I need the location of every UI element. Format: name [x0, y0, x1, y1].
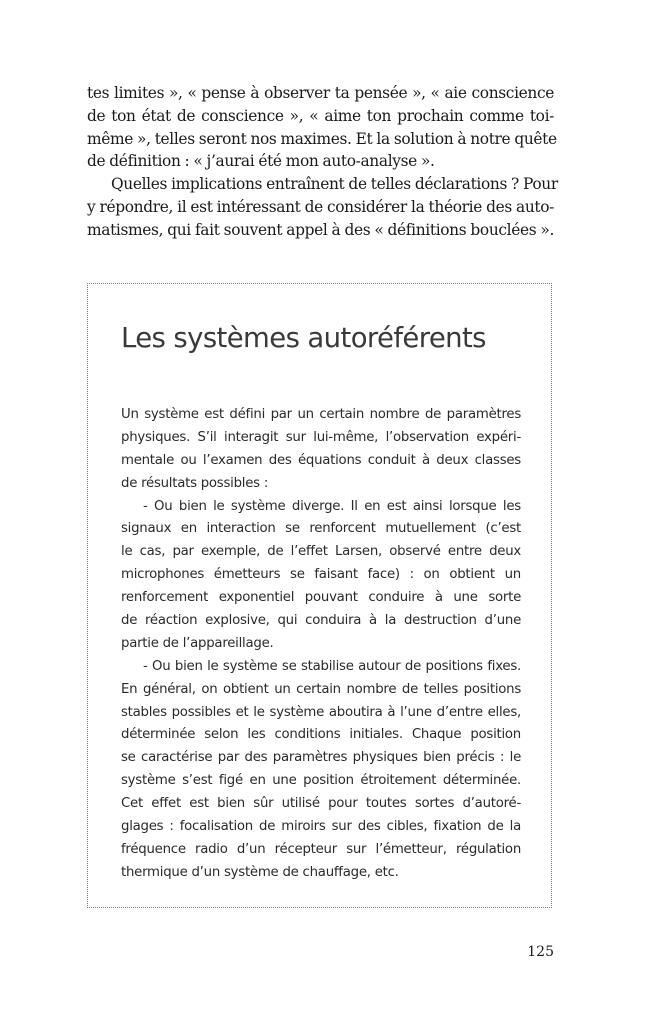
box-line: microphones émetteurs se faisant face) : on obtient un — [121, 567, 521, 583]
box-line: renforcement exponentiel pouvant conduire à une sorte — [121, 590, 521, 606]
box-line: physiques. S’il interagit sur lui-même, l’observation expéri- — [121, 429, 521, 445]
box-line: mentale ou l’examen des équations conduit à deux classes — [121, 452, 521, 468]
box-line: stables possibles et le système aboutira à l’une d’entre elles, — [121, 704, 521, 720]
box-line: de résultats possibles : — [121, 475, 269, 491]
sidebar-box — [87, 283, 552, 908]
box-line: En général, on obtient un certain nombre de telles positions — [121, 681, 521, 697]
box-line: glages : focalisation de miroirs sur des cibles, fixation de la — [121, 819, 521, 835]
box-line: - Ou bien le système diverge. Il en est ainsi lorsque les — [143, 498, 521, 514]
box-line: fréquence radio d’un récepteur sur l’émetteur, régulation — [121, 841, 521, 857]
box-line: système s’est figé en une position étroitement déterminée. — [121, 773, 521, 789]
box-line: Cet effet est bien sûr utilisé pour toutes sortes d’autoré- — [121, 796, 521, 812]
box-line: thermique d’un système de chauffage, etc. — [121, 864, 399, 880]
body-line: de définition : « j’aurai été mon auto-analyse ». — [87, 152, 435, 171]
body-paragraphs — [87, 82, 558, 242]
box-body — [121, 404, 521, 885]
box-line: Un système est défini par un certain nombre de paramètres — [121, 407, 521, 422]
box-line: signaux en interaction se renforcent mutuellement (c’est — [121, 521, 521, 537]
body-line: y répondre, il est intéressant de considérer la théorie des auto- — [87, 197, 554, 216]
box-line: se caractérise par des paramètres physiques bien précis : le — [121, 750, 521, 766]
box-line: partie de l’appareillage. — [121, 635, 274, 651]
body-line: matismes, qui fait souvent appel à des « définitions bouclées ». — [87, 220, 554, 239]
body-line: même », telles seront nos maximes. Et la solution à notre quête — [87, 129, 557, 148]
body-line: Quelles implications entraînent de telles déclarations ? Pour — [111, 175, 558, 194]
box-title: Les systèmes autoréférents — [121, 322, 486, 354]
page-number: 125 — [527, 944, 554, 960]
box-line: le cas, par exemple, de l’effet Larsen, observé entre deux — [121, 544, 521, 560]
body-line: tes limites », « pense à observer ta pensée », « aie conscience — [87, 84, 554, 102]
box-line: - Ou bien le système se stabilise autour de positions fixes. — [143, 658, 521, 674]
box-line: déterminée selon les conditions initiales. Chaque position — [121, 727, 521, 743]
body-line: de ton état de conscience », « aime ton prochain comme toi- — [87, 106, 554, 125]
box-line: de réaction explosive, qui conduira à la destruction d’une — [121, 613, 521, 629]
